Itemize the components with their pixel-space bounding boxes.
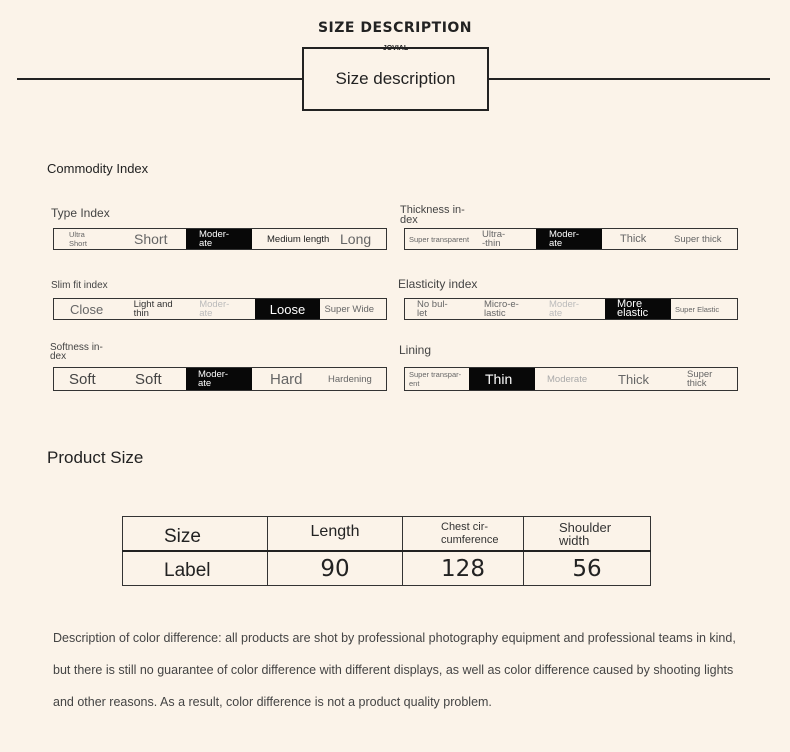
index-cell: Micro-e- lastic	[484, 299, 519, 319]
commodity-index-title: Commodity Index	[47, 161, 149, 176]
table-row	[123, 551, 651, 586]
index-cell: Hardening	[328, 373, 372, 385]
index-cell: Super thick	[674, 233, 722, 245]
index-row-thickness	[404, 228, 738, 250]
index-cell-selected: More elastic	[605, 299, 671, 319]
index-label-elasticity: Elasticity index	[398, 277, 478, 291]
product-size-title: Product Size	[47, 448, 144, 467]
index-cell: No bul- let	[417, 299, 448, 319]
table-cell: 128	[403, 551, 524, 586]
index-cell: Ultra- -thin	[482, 229, 506, 249]
index-label-softness: Softness in- dex	[50, 342, 103, 362]
divider-right	[487, 78, 770, 80]
title-box-text: Size description	[335, 69, 456, 88]
table-header-cell: Chest cir- cumference	[403, 517, 524, 552]
index-cell-selected: Thin	[469, 368, 535, 390]
index-cell-selected: Loose	[255, 299, 321, 319]
index-cell: Super transparent	[409, 234, 470, 244]
index-cell: Medium length	[267, 233, 330, 245]
index-cell-selected: Moder- ate	[186, 368, 252, 390]
index-label-thickness: Thickness in- dex	[400, 204, 465, 226]
index-cell: Ultra Short	[69, 230, 87, 248]
index-cell: Soft	[135, 370, 162, 388]
index-row-softness	[53, 367, 387, 391]
index-cell: Moderate	[547, 373, 588, 385]
table-header-cell: Length	[268, 517, 403, 552]
table-cell: Label	[123, 551, 268, 586]
size-table	[122, 516, 651, 586]
index-label-slim-fit: Slim fit index	[51, 280, 108, 291]
index-cell: Soft	[69, 370, 96, 388]
index-row-lining	[404, 367, 738, 391]
table-cell: 90	[268, 551, 403, 586]
index-row-slim-fit	[53, 298, 387, 320]
page-title: SIZE DESCRIPTION	[317, 20, 473, 36]
index-row-elasticity	[404, 298, 738, 320]
table-header-row	[123, 517, 651, 552]
index-cell: Super Elastic	[675, 304, 720, 314]
index-cell: Thick	[618, 371, 650, 387]
index-row-type	[53, 228, 387, 250]
table-cell: 56	[524, 551, 651, 586]
index-cell: Close	[70, 301, 104, 317]
index-cell: Short	[134, 230, 168, 247]
brand-label: JOVIAL	[382, 45, 409, 52]
divider-left	[17, 78, 304, 80]
color-difference-description: Description of color difference: all products are shot by professional photography equipment and professional teams in kind, but there is still no guarantee of color difference with different displays, as well as color difference caused by shooting lights and other reasons. As a result, color difference is not a product quality problem.	[53, 631, 736, 709]
index-cell: Super thick	[687, 369, 713, 389]
index-cell-selected: Moder- ate	[186, 229, 252, 249]
index-label-type: Type Index	[51, 206, 110, 220]
index-cell: Super transpar- ent	[409, 370, 462, 388]
index-label-lining: Lining	[399, 343, 432, 357]
table-header-cell: Size	[123, 517, 268, 552]
index-cell: Hard	[270, 370, 303, 388]
table-header-cell: Shoulder width	[524, 517, 651, 552]
index-cell: Thick	[620, 232, 647, 245]
index-cell: Moder- ate	[199, 299, 230, 319]
index-cell: Light and thin	[133, 299, 173, 319]
index-cell: Long	[340, 230, 372, 247]
index-cell: Super Wide	[324, 303, 375, 315]
index-cell: Moder- ate	[549, 299, 580, 319]
index-cell-selected: Moder- ate	[536, 229, 602, 249]
